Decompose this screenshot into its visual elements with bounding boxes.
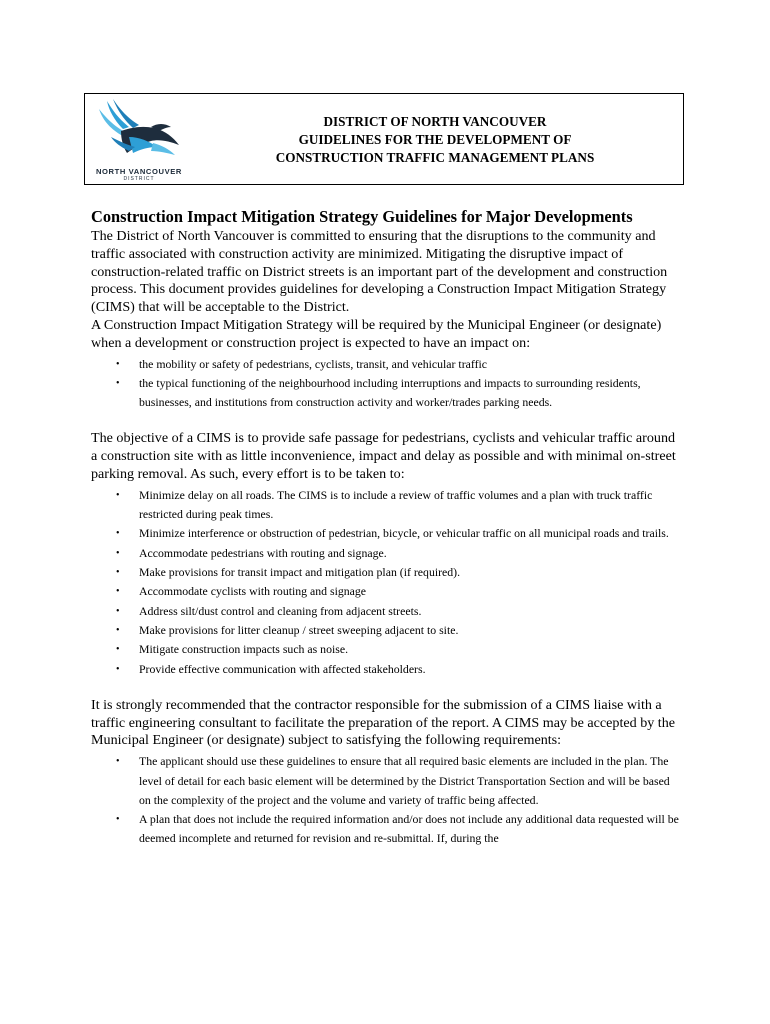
document-body [91, 206, 681, 849]
header-title-line: GUIDELINES FOR THE DEVELOPMENT OF [298, 132, 572, 147]
requirements-list [91, 752, 681, 848]
list-item: • the typical functioning of the neighbourhood including interruptions and impacts to surrounding residents, businesses, and institutions from construction activity and worker/trades parking needs. [116, 375, 641, 410]
bullet-icon: • [116, 756, 120, 768]
requirement-paragraph: A Construction Impact Mitigation Strategy will be required by the Municipal Engineer (or designate) when a development or construction project is expected to have an impact on: [91, 316, 662, 351]
list-item: • The applicant should use these guidelines to ensure that all required basic elements are included in the plan. The level of detail for each basic element will be determined by the District Transportation Section and will be based on the complexity of the project and the volume and variety of traffic being affected. [116, 754, 670, 807]
header-title [185, 113, 685, 167]
bullet-icon: • [116, 547, 120, 559]
list-item: • Minimize delay on all roads. The CIMS is to include a review of traffic volumes and a plan with truck traffic restricted during peak times. [116, 487, 653, 522]
header-title-line: CONSTRUCTION TRAFFIC MANAGEMENT PLANS [275, 150, 595, 165]
list-item: • Accommodate pedestrians with routing and signage. [91, 544, 681, 563]
list-item: • the mobility or safety of pedestrians, cyclists, transit, and vehicular traffic [91, 355, 681, 374]
list-item: • Minimize interference or obstruction of pedestrian, bicycle, or vehicular traffic on all municipal roads and trails. [91, 524, 681, 543]
document-heading: Construction Impact Mitigation Strategy Guidelines for Major Developments [91, 207, 633, 226]
header-title-line: DISTRICT OF NORTH VANCOUVER [323, 114, 547, 129]
bullet-icon: • [116, 358, 120, 370]
bullet-icon: • [116, 663, 120, 675]
recommendation-paragraph: It is strongly recommended that the contractor responsible for the submission of a CIMS liaise with a traffic engineering consultant to facilitate the preparation of the report. A CIMS may be accepted by the Municipal Engineer (or designate) subject to satisfying the following requirements: [91, 696, 676, 749]
logo-line1: NORTH VANCOUVER [95, 167, 183, 176]
bullet-icon: • [116, 377, 120, 389]
list-item: • Address silt/dust control and cleaning from adjacent streets. [91, 602, 681, 621]
logo-text [91, 167, 187, 182]
district-logo [91, 97, 187, 183]
bullet-icon: • [116, 644, 120, 656]
list-item: • Make provisions for litter cleanup / street sweeping adjacent to site. [91, 621, 681, 640]
list-item: • Mitigate construction impacts such as noise. [91, 640, 681, 659]
bullet-icon: • [116, 605, 120, 617]
objective-paragraph: The objective of a CIMS is to provide safe passage for pedestrians, cyclists and vehicular traffic around a construction site with as little inconvenience, impact and delay as possible and with minimal on-street parking removal. As such, every effort is to be taken to: [91, 430, 676, 483]
bullet-icon: • [116, 528, 120, 540]
bullet-icon: • [116, 567, 120, 579]
bullet-icon: • [116, 586, 120, 598]
intro-paragraph: The District of North Vancouver is committed to ensuring that the disruptions to the community and traffic associated with construction activity are minimized. Mitigating the disruptive impact of construction-related traffic on District streets is an important part of the development and construction process. This document provides guidelines for developing a Construction Impact Mitigation Strategy (CIMS) that will be acceptable to the District. [91, 228, 668, 316]
impact-list [91, 355, 681, 413]
list-item: • Provide effective communication with affected stakeholders. [91, 660, 681, 679]
objective-list [91, 486, 681, 679]
eagle-logo-icon [93, 97, 185, 167]
bullet-icon: • [116, 624, 120, 636]
logo-line2: DISTRICT [123, 176, 155, 182]
header-box [84, 93, 684, 185]
list-item: • Make provisions for transit impact and mitigation plan (if required). [91, 563, 681, 582]
bullet-icon: • [116, 489, 120, 501]
bullet-icon: • [116, 814, 120, 826]
list-item: • A plan that does not include the required information and/or does not include any additional data requested will be deemed incomplete and returned for revision and re-submittal. If, during the [116, 812, 679, 846]
list-item: • Accommodate cyclists with routing and signage [91, 582, 681, 601]
